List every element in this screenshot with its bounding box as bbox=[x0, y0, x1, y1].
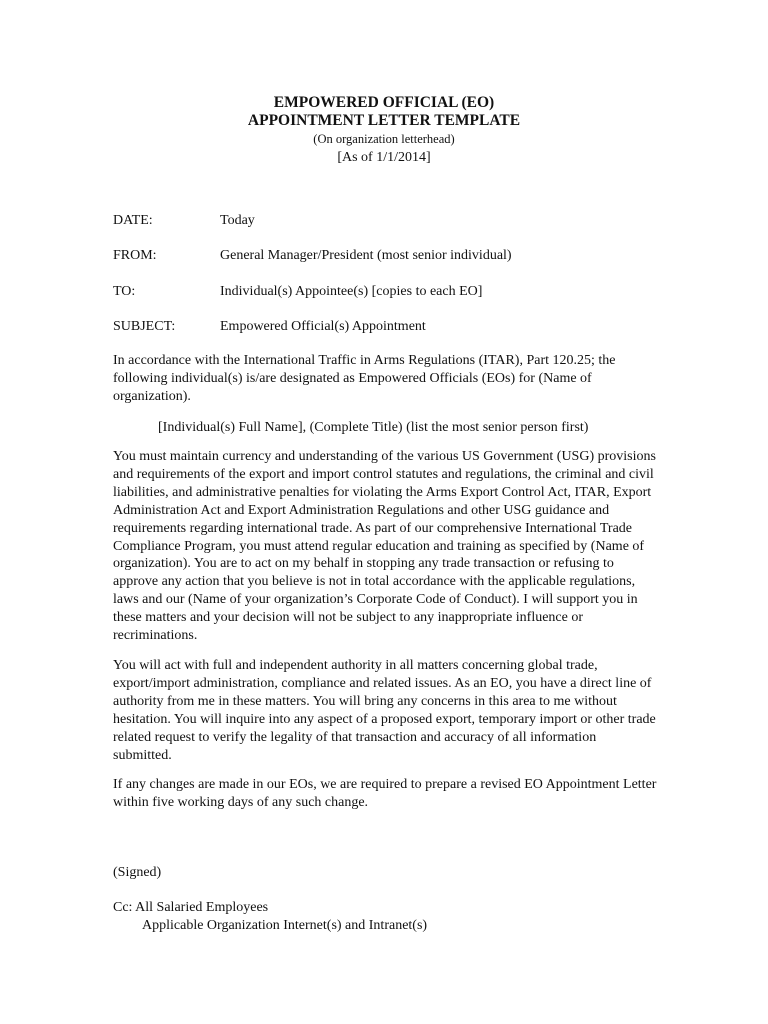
subject-value: Empowered Official(s) Appointment bbox=[220, 319, 426, 334]
title-line-1: EMPOWERED OFFICIAL (EO) bbox=[273, 94, 495, 111]
paragraph-responsibilities: You must maintain currency and understanding of the various US Government (USG) provisions and requirements of the export and import control statutes and regulations, the criminal and civil liabilities, and administrative penalties for violating the Arms Export Control Act, ITAR, Export Administration Act and Export Administration Regulations and other USG guidance and requirements regarding international trade. As part of our comprehensive International Trade Compliance Program, you must attend regular education and training as specified by (Name of organization). You are to act on my behalf in stopping any trade transaction or refusing to approve any action that you believe is not in total accordance with the applicable regulations, laws and our (Name of your organization’s Corporate Code of Conduct). I will support you in these matters and your decision will not be subject to any inappropriate influence or recriminations. bbox=[113, 449, 656, 644]
to-value: Individual(s) Appointee(s) [copies to each EO] bbox=[220, 284, 483, 299]
appointee-name-line: [Individual(s) Full Name], (Complete Title) (list the most senior person first) bbox=[158, 420, 589, 435]
subject-label: SUBJECT: bbox=[113, 319, 176, 334]
signature-line: (Signed) bbox=[113, 865, 162, 880]
from-value: General Manager/President (most senior individual) bbox=[220, 248, 512, 263]
date-value: Today bbox=[220, 213, 255, 228]
cc-line-1: Cc: All Salaried Employees bbox=[113, 900, 269, 915]
as-of-date: [As of 1/1/2014] bbox=[337, 150, 431, 165]
paragraph-authority: You will act with full and independent authority in all matters concerning global trade, export/import administration, compliance and related issues. As an EO, you have a direct line of authority from me in these matters. You will bring any concerns in this area to me without hesitation. You will inquire into any aspect of a proposed export, temporary import or other trade related request to verify the legality of that transaction and accuracy of all information submitted. bbox=[113, 658, 656, 763]
paragraph-designation: In accordance with the International Traffic in Arms Regulations (ITAR), Part 120.25; the following individual(s) is/are designated as Empowered Officials (EOs) for (Name of organization). bbox=[113, 353, 616, 404]
letterhead-note: (On organization letterhead) bbox=[313, 132, 455, 146]
date-label: DATE: bbox=[113, 213, 153, 228]
from-label: FROM: bbox=[113, 248, 157, 263]
cc-line-2: Applicable Organization Internet(s) and Intranet(s) bbox=[142, 918, 428, 933]
to-label: TO: bbox=[113, 284, 136, 299]
title-line-2: APPOINTMENT LETTER TEMPLATE bbox=[247, 112, 521, 129]
paragraph-changes: If any changes are made in our EOs, we are required to prepare a revised EO Appointment Letter within five working days of any such change. bbox=[113, 777, 657, 810]
